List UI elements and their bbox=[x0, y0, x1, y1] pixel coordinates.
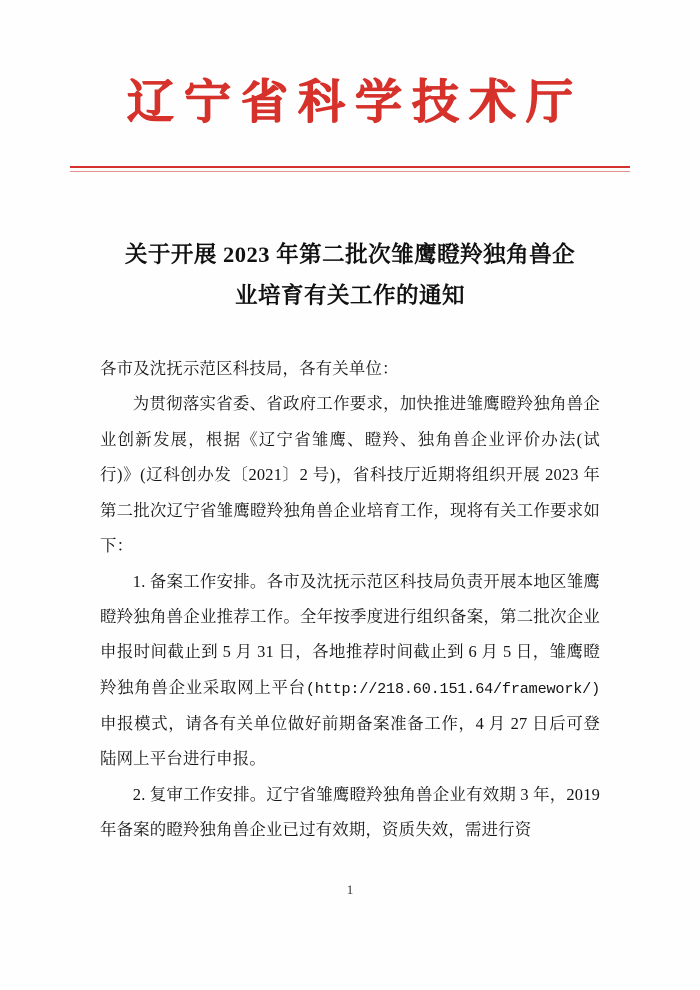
letterhead-rule-thin bbox=[70, 171, 630, 172]
document-title-line-2: 业培育有关工作的通知 bbox=[234, 283, 465, 309]
document-title-line-1: 关于开展 2023 年第二批次雏鹰瞪羚独角兽企 bbox=[124, 241, 576, 267]
paragraph-background: 为贯彻落实省委、省政府工作要求，加快推进雏鹰瞪羚独角兽企业创新发展，根据《辽宁省雏鹰、瞪羚、独角兽企业评价办法(试行)》(辽科创办发〔2021〕2 号)，省科技厅近期将组织开展 2023 年第二批次辽宁省雏鹰瞪羚独角兽企业培育工作，现将有关工作要求如下： bbox=[100, 394, 600, 556]
paragraph-review-schedule: 2. 复审工作安排。辽宁省雏鹰瞪羚独角兽企业有效期 3 年，2019 年备案的瞪羚独角兽企业已过有效期，资质失效，需进行资 bbox=[100, 784, 600, 840]
salutation: 各市及沈抚示范区科技局，各有关单位： bbox=[100, 358, 399, 378]
paragraph-filing-schedule-part2: 申报模式，请各有关单位做好前期备案准备工作，4 月 27 日后可登陆网上平台进行申报。 bbox=[100, 713, 600, 769]
letterhead-rule-thick bbox=[70, 166, 630, 168]
letterhead-organization: 辽宁省科学技术厅 bbox=[127, 77, 583, 129]
page-number: 1 bbox=[346, 882, 354, 897]
paragraph-filing-schedule bbox=[100, 564, 600, 777]
paragraph-filing-schedule-part1: 1. 备案工作安排。各市及沈抚示范区科技局负责开展本地区雏鹰瞪羚独角兽企业推荐工作。全年按季度进行组织备案，第二批次企业申报时间截止到 5 月 31 日，各地推荐时间截止到 6 月 5 日，雏鹰瞪羚独角兽企业采取网上平台 bbox=[100, 571, 600, 697]
document-body bbox=[100, 351, 600, 848]
document-title bbox=[100, 234, 600, 317]
letterhead bbox=[0, 0, 700, 172]
declaration-platform-url: (http://218.60.151.64/framework/) bbox=[305, 679, 600, 698]
